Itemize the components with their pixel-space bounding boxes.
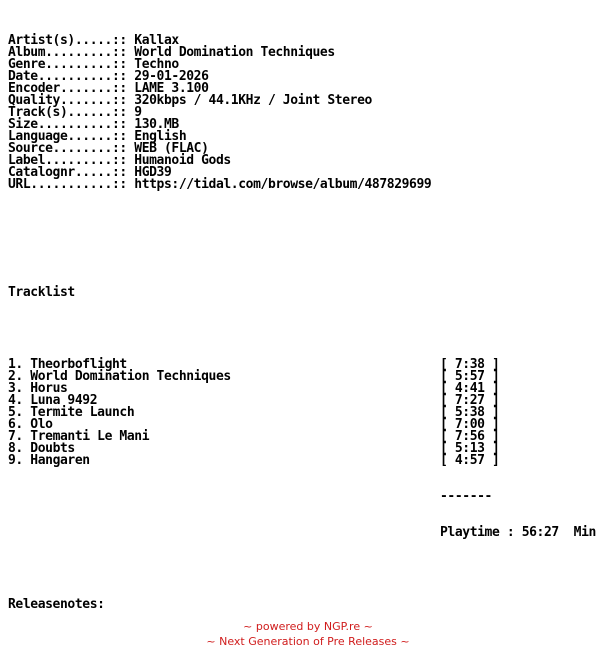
info-label: Artist(s)..... [8, 33, 112, 48]
track-title: Doubts [30, 441, 75, 456]
release-info [8, 35, 608, 191]
info-label: Source........ [8, 141, 112, 156]
track-title: Hangaren [30, 453, 90, 468]
info-separator: :: [111, 93, 135, 108]
track-duration: [ 7:38 ] [440, 357, 500, 372]
info-separator: :: [111, 33, 135, 48]
track-row [8, 407, 608, 419]
track-duration: [ 7:00 ] [440, 417, 500, 432]
info-separator: :: [111, 141, 135, 156]
track-number: 1. [8, 357, 23, 372]
track-row [8, 455, 608, 467]
track-title: Olo [30, 417, 53, 432]
info-value: 29-01-2026 [134, 69, 209, 84]
info-value: English [134, 129, 187, 144]
info-value: 130.MB [134, 117, 179, 132]
info-label: Album......... [8, 45, 112, 60]
info-value: 320kbps / 44.1KHz / Joint Stereo [134, 93, 372, 108]
track-number: 8. [8, 441, 23, 456]
track-title: Horus [30, 381, 68, 396]
playtime: Playtime : 56:27 Min [440, 525, 596, 540]
track-row [8, 371, 608, 383]
track-duration: [ 7:56 ] [440, 429, 500, 444]
info-separator: :: [111, 69, 135, 84]
track-duration: [ 5:57 ] [440, 369, 500, 384]
track-number: 4. [8, 393, 23, 408]
track-row [8, 431, 608, 443]
info-label: Track(s)...... [8, 105, 112, 120]
track-title: Termite Launch [30, 405, 135, 420]
track-duration: [ 7:27 ] [440, 393, 500, 408]
track-duration: [ 5:38 ] [440, 405, 500, 420]
info-label: Encoder....... [8, 81, 112, 96]
track-duration: [ 5:13 ] [440, 441, 500, 456]
track-duration: [ 4:41 ] [440, 381, 500, 396]
info-separator: :: [111, 117, 135, 132]
track-number: 7. [8, 429, 23, 444]
track-duration: [ 4:57 ] [440, 453, 500, 468]
info-value: Techno [134, 57, 179, 72]
playtime-row [8, 527, 608, 539]
info-separator: :: [111, 45, 135, 60]
info-value: WEB (FLAC) [134, 141, 209, 156]
info-label: Quality....... [8, 93, 112, 108]
info-separator: :: [111, 165, 135, 180]
footer-tagline[interactable]: ~ Next Generation of Pre Releases ~ [206, 635, 410, 648]
info-separator: :: [111, 81, 135, 96]
tracklist [8, 359, 608, 467]
track-title: Tremanti Le Mani [30, 429, 150, 444]
track-row [8, 383, 608, 395]
info-value: World Domination Techniques [134, 45, 335, 60]
separator: ------- [440, 489, 492, 504]
info-separator: :: [111, 177, 135, 192]
tracklist-heading: Tracklist [8, 285, 75, 300]
info-value: Kallax [134, 33, 179, 48]
track-title: World Domination Techniques [30, 369, 231, 384]
track-number: 6. [8, 417, 23, 432]
separator-row [8, 491, 608, 503]
info-label: Catalognr..... [8, 165, 112, 180]
track-number: 2. [8, 369, 23, 384]
info-label: Label......... [8, 153, 112, 168]
info-label: Language...... [8, 129, 112, 144]
info-label: Date.......... [8, 69, 112, 84]
info-value: HGD39 [134, 165, 172, 180]
info-label: Size.......... [8, 117, 112, 132]
info-value: https://tidal.com/browse/album/487829699 [134, 177, 432, 192]
info-separator: :: [111, 153, 135, 168]
info-label: Genre......... [8, 57, 112, 72]
nfo-document [8, 11, 608, 623]
info-separator: :: [111, 105, 135, 120]
info-value: LAME 3.100 [134, 81, 209, 96]
info-label: URL........... [8, 177, 112, 192]
info-value: Humanoid Gods [134, 153, 231, 168]
info-separator: :: [111, 129, 135, 144]
track-number: 3. [8, 381, 23, 396]
info-line [8, 179, 608, 191]
track-row [8, 443, 608, 455]
track-title: Luna 9492 [30, 393, 98, 408]
footer-powered-by[interactable]: ~ powered by NGP.re ~ [243, 620, 373, 633]
track-title: Theorboflight [30, 357, 127, 372]
info-separator: :: [111, 57, 135, 72]
releasenotes-heading: Releasenotes: [8, 597, 105, 612]
track-number: 5. [8, 405, 23, 420]
track-number: 9. [8, 453, 23, 468]
info-value: 9 [134, 105, 142, 120]
